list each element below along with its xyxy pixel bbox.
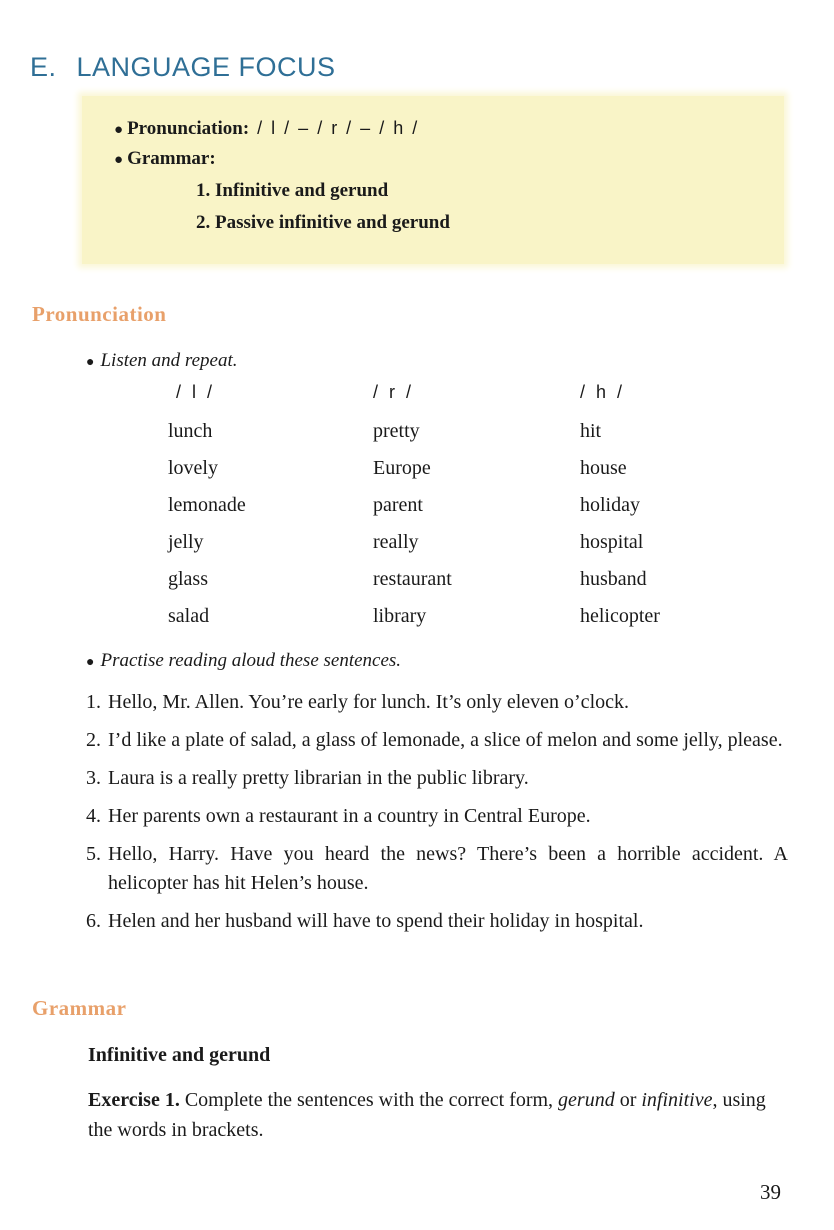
exercise-label: Exercise 1. — [88, 1089, 180, 1111]
bullet-icon: ● — [86, 355, 95, 370]
word-item: library — [373, 605, 427, 627]
exercise-text: Complete the sentences with the correct form, — [184, 1089, 554, 1111]
focus-grammar-label: Grammar: — [127, 148, 216, 169]
word-column-l — [168, 382, 246, 642]
exercise-text-end: , using the words in brackets. — [88, 1089, 766, 1141]
sentence-text: I’d like a plate of salad, a glass of lemonade, a slice of melon and some jelly, please. — [108, 729, 783, 751]
word-item: lovely — [168, 457, 218, 479]
exercise-word-infinitive: infinitive — [641, 1089, 713, 1111]
grammar-subheading: Infinitive and gerund — [88, 1044, 271, 1066]
practice-sentence — [86, 764, 788, 793]
word-item: house — [580, 457, 627, 479]
practise-instruction — [86, 650, 401, 672]
word-column-r — [373, 382, 452, 642]
word-item: hospital — [580, 531, 644, 553]
sentence-text: Hello, Harry. Have you heard the news? There’s been a horrible accident. A helicopter has hit Helen’s house. — [108, 843, 788, 894]
section-letter: E. — [30, 52, 57, 82]
word-item: pretty — [373, 420, 420, 442]
section-title-text: LANGUAGE FOCUS — [76, 52, 336, 82]
sentence-number: 5. — [86, 843, 101, 865]
word-item: really — [373, 531, 419, 553]
sentence-text: Hello, Mr. Allen. You’re early for lunch. It’s only eleven o’clock. — [108, 691, 629, 713]
language-focus-box — [82, 96, 784, 264]
word-item: holiday — [580, 494, 640, 516]
sentence-text: Helen and her husband will have to spend their holiday in hospital. — [108, 910, 644, 932]
focus-grammar-item: 1. Infinitive and gerund — [196, 180, 389, 201]
word-item: jelly — [168, 531, 204, 553]
practice-sentence — [86, 840, 788, 898]
word-item: helicopter — [580, 605, 660, 627]
practice-sentence — [86, 907, 788, 936]
sentence-text: Laura is a really pretty librarian in the public library. — [108, 767, 529, 789]
word-column-h — [580, 382, 660, 642]
bullet-icon: ● — [86, 655, 95, 670]
word-item: lemonade — [168, 494, 246, 516]
bullet-icon: ● — [114, 152, 124, 168]
sentence-number: 1. — [86, 691, 101, 713]
sentence-number: 2. — [86, 729, 101, 751]
page-number: 39 — [760, 1180, 781, 1204]
practice-sentence — [86, 726, 788, 755]
word-item: husband — [580, 568, 647, 590]
exercise-text-or: or — [619, 1089, 637, 1111]
exercise-1 — [88, 1085, 788, 1145]
exercise-word-gerund: gerund — [558, 1089, 615, 1111]
word-item: lunch — [168, 420, 213, 442]
focus-grammar-item: 2. Passive infinitive and gerund — [196, 212, 450, 233]
word-item: glass — [168, 568, 208, 590]
sentence-number: 6. — [86, 910, 101, 932]
word-item: restaurant — [373, 568, 452, 590]
column-head: / h / — [580, 382, 626, 402]
listen-instruction-text: Listen and repeat. — [100, 350, 238, 371]
practice-sentence — [86, 802, 788, 831]
practice-sentence — [86, 688, 788, 717]
listen-instruction — [86, 350, 238, 372]
word-item: parent — [373, 494, 423, 516]
word-item: salad — [168, 605, 210, 627]
grammar-heading: Grammar — [32, 996, 127, 1020]
focus-grammar-line — [114, 148, 216, 170]
column-head: / r / — [373, 382, 414, 402]
focus-pronunciation-value: / l / – / r / – / h / — [257, 118, 420, 138]
pronunciation-heading: Pronunciation — [32, 302, 167, 326]
sentence-number: 3. — [86, 767, 101, 789]
sentence-number: 4. — [86, 805, 101, 827]
section-title — [30, 52, 336, 83]
word-item: hit — [580, 420, 602, 442]
word-item: Europe — [373, 457, 431, 479]
bullet-icon: ● — [114, 122, 124, 138]
column-head: / l / — [176, 382, 216, 402]
practice-sentence-list — [86, 688, 788, 945]
practise-instruction-text: Practise reading aloud these sentences. — [100, 650, 402, 671]
focus-pronunciation-line — [114, 118, 419, 140]
sentence-text: Her parents own a restaurant in a country in Central Europe. — [108, 805, 591, 827]
focus-pronunciation-label: Pronunciation: — [127, 118, 250, 139]
